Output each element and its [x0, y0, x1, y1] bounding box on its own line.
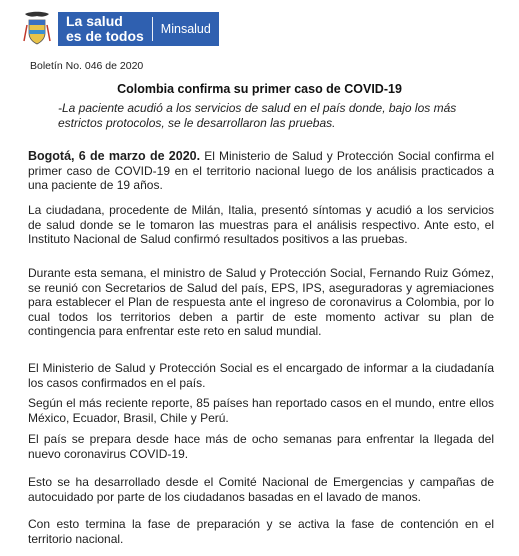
paragraph-1-text: El Ministerio de Salud y Protección Social confirma el primer caso de COVID-19 en el territorio nacional luego de los análisis practicados a una paciente de 19 años.: [28, 149, 495, 192]
colombia-coat-of-arms-icon: [22, 11, 52, 47]
bulletin-number: Boletín No. 046 de 2020: [30, 60, 144, 72]
paragraph-4: El Ministerio de Salud y Protección Social es el encargado de informar a la ciudadanía los casos confirmados en el país.: [28, 361, 494, 390]
brand-divider: [152, 17, 153, 41]
brand-slogan: [58, 12, 152, 46]
ministry-label: Minsalud: [160, 22, 211, 36]
paragraph-7: Esto se ha desarrollado desde el Comité Nacional de Emergencias y campañas de autocuidado por parte de los ciudadanos basadas en el lavado de manos.: [28, 475, 494, 504]
paragraph-8: Con esto termina la fase de preparación y se activa la fase de contención en el territorio nacional.: [28, 517, 494, 546]
page-title: Colombia confirma su primer caso de COVID-19: [117, 82, 402, 96]
subtitle: -La paciente acudió a los servicios de salud en el país donde, bajo los más estrictos protocolos, se le desarrollaron las pruebas.: [58, 101, 457, 130]
paragraph-2: La ciudadana, procedente de Milán, Italia, presentó síntomas y acudió a los servicios de salud donde se le tomaron las muestras para el análisis respectivo. Ante esto, el Instituto Nacional de Salud confirmó resultados positivos a las pruebas.: [28, 203, 494, 246]
paragraph-6: El país se prepara desde hace más de ocho semanas para enfrentar la llegada del nuevo coronavirus COVID-19.: [28, 432, 494, 461]
minsalud-logo: [58, 12, 219, 46]
paragraph-1: [28, 149, 494, 193]
paragraph-3: Durante esta semana, el ministro de Salud y Protección Social, Fernando Ruiz Gómez, se reunió con Secretarios de Salud del país, EPS, IPS, aseguradoras y agremiaciones para establecer el Plan de respuesta ante el ingreso de coronavirus a Colombia, por lo cual todos los territorios deben a partir de este momento activar su plan de contingencia para enfrentar este reto en salud mundial.: [28, 266, 494, 338]
brand-line-1: La salud: [66, 13, 123, 29]
paragraph-5: Según el más reciente reporte, 85 países han reportado casos en el mundo, entre ellos México, Ecuador, Brasil, Chile y Perú.: [28, 396, 494, 425]
dateline: Bogotá, 6 de marzo de 2020.: [28, 149, 201, 163]
header: [22, 11, 219, 47]
brand-line-2: es de todos: [66, 28, 144, 44]
